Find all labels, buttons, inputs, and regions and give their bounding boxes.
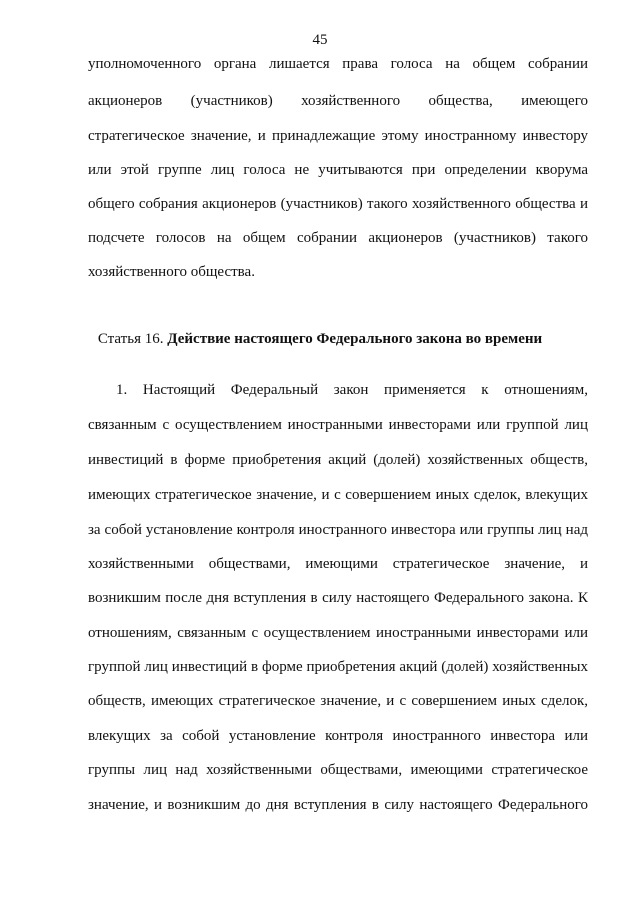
page-number: 45 (312, 32, 328, 48)
text-line: общего собрания акционеров (участников) такого хозяйственного общества и (88, 196, 588, 212)
text-line: влекущих за собой установление контроля иностранного инвестора или (88, 728, 588, 744)
text-line: обществ, имеющих стратегическое значение, и с совершением иных сделок, (88, 693, 588, 709)
text-line: значение, и возникшим до дня вступления в силу настоящего Федерального (88, 797, 588, 813)
text-line: инвестиций в форме приобретения акций (долей) хозяйственных обществ, (88, 452, 588, 468)
text-line: группой лиц инвестиций в форме приобретения акций (долей) хозяйственных (88, 659, 588, 675)
text-line: за собой установление контроля иностранного инвестора или группы лиц над (88, 522, 588, 538)
text-line: подсчете голосов на общем собрании акционеров (участников) такого (88, 230, 588, 246)
text-line: хозяйственными обществами, имеющими стратегическое значение, и (88, 556, 588, 572)
text-line: возникшим после дня вступления в силу настоящего Федерального закона. К (88, 590, 588, 606)
text-line: группы лиц над хозяйственными обществами, имеющими стратегическое (88, 762, 588, 778)
text-line: стратегическое значение, и принадлежащие этому иностранному инвестору (88, 128, 588, 144)
text-line: связанным с осуществлением иностранными инвесторами или группой лиц (88, 417, 588, 433)
text-line: или этой группе лиц голоса не учитываются при определении кворума (88, 162, 588, 178)
article-heading (0, 329, 640, 349)
text-line: акционеров (участников) хозяйственного общества, имеющего (88, 93, 588, 109)
text-line: имеющих стратегическое значение, и с совершением иных сделок, влекущих (88, 487, 588, 503)
article-title: Действие настоящего Федерального закона во времени (167, 331, 543, 347)
text-line: 1. Настоящий Федеральный закон применяется к отношениям, (116, 382, 588, 398)
text-line: хозяйственного общества. (88, 264, 255, 280)
article-prefix: Статья 16. (97, 331, 164, 347)
text-line: отношениям, связанным с осуществлением иностранными инвесторами или (88, 625, 588, 641)
text-line: уполномоченного органа лишается права голоса на общем собрании (88, 56, 588, 72)
